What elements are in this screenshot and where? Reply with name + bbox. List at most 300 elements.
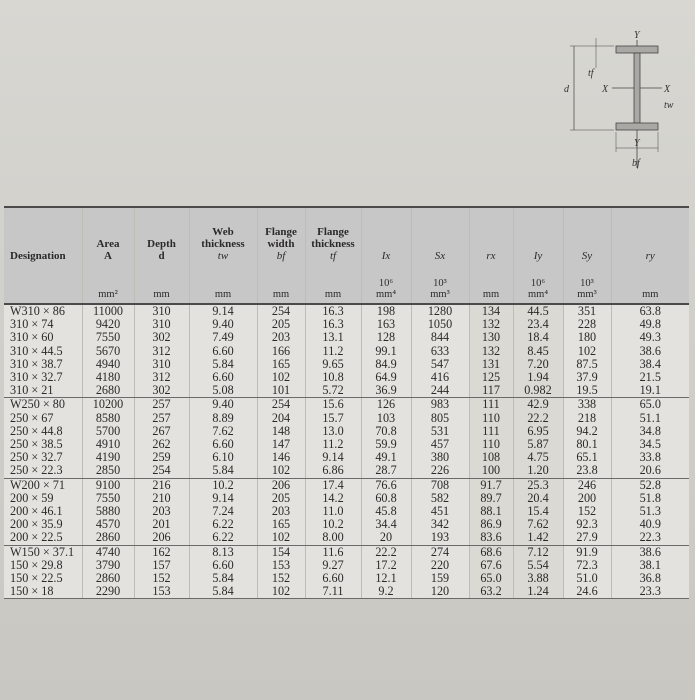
value-cell: 34.5 [611, 438, 689, 451]
value-cell: 38.4 [611, 358, 689, 371]
value-cell: 126 [361, 398, 411, 412]
value-cell: 220 [411, 559, 469, 572]
value-cell: 23.4 [513, 318, 563, 331]
value-cell: 210 [134, 492, 189, 505]
value-cell: 4190 [82, 451, 134, 464]
value-cell: 13.1 [305, 331, 361, 344]
value-cell: 5700 [82, 425, 134, 438]
value-cell: 132 [469, 318, 513, 331]
value-cell: 9.14 [189, 492, 257, 505]
value-cell: 206 [134, 531, 189, 545]
value-cell: 338 [563, 398, 611, 412]
value-cell: 102 [257, 585, 305, 599]
value-cell: 152 [563, 505, 611, 518]
column-header [513, 207, 563, 266]
value-cell: 2290 [82, 585, 134, 599]
value-cell: 5670 [82, 345, 134, 358]
value-cell: 7.62 [513, 518, 563, 531]
value-cell: 52.8 [611, 478, 689, 492]
column-header [257, 207, 305, 266]
value-cell: 4180 [82, 371, 134, 384]
unit-cell [82, 266, 134, 304]
designation-cell: 150 × 29.8 [4, 559, 82, 572]
value-cell: 42.9 [513, 398, 563, 412]
value-cell: 1280 [411, 304, 469, 318]
value-cell: 203 [257, 331, 305, 344]
column-header [305, 207, 361, 266]
designation-cell: 310 × 74 [4, 318, 82, 331]
column-header-text: tf [329, 250, 337, 262]
value-cell: 6.95 [513, 425, 563, 438]
value-cell: 4940 [82, 358, 134, 371]
unit-label: mm⁴ [376, 289, 396, 300]
value-cell: 24.6 [563, 585, 611, 599]
designation-cell: 200 × 46.1 [4, 505, 82, 518]
value-cell: 36.8 [611, 572, 689, 585]
value-cell: 102 [563, 345, 611, 358]
wide-flange-section-diagram [552, 28, 692, 178]
value-cell: 111 [469, 425, 513, 438]
value-cell: 8.89 [189, 412, 257, 425]
value-cell: 13.0 [305, 425, 361, 438]
flange-width-label: bf [632, 158, 640, 169]
value-cell: 166 [257, 345, 305, 358]
table-row [4, 451, 689, 464]
value-cell: 16.3 [305, 318, 361, 331]
value-cell: 6.10 [189, 451, 257, 464]
designation-cell: 310 × 21 [4, 384, 82, 398]
value-cell: 9.65 [305, 358, 361, 371]
value-cell: 274 [411, 545, 469, 559]
column-header-text: d [158, 250, 165, 262]
value-cell: 60.8 [361, 492, 411, 505]
value-cell: 17.4 [305, 478, 361, 492]
value-cell: 6.22 [189, 531, 257, 545]
unit-label: mm [272, 289, 290, 300]
column-header [361, 207, 411, 266]
unit-cell [611, 266, 689, 304]
value-cell: 206 [257, 478, 305, 492]
value-cell: 125 [469, 371, 513, 384]
x-axis-label-left: X [602, 84, 609, 95]
value-cell: 92.3 [563, 518, 611, 531]
designation-cell: W250 × 80 [4, 398, 82, 412]
designation-cell: 250 × 32.7 [4, 451, 82, 464]
unit-label: mm [214, 289, 232, 300]
unit-multiplier: 10³ [433, 278, 447, 289]
column-header [134, 207, 189, 266]
table-row [4, 425, 689, 438]
unit-cell [361, 266, 411, 304]
column-header-text: Ix [381, 250, 391, 262]
value-cell: 6.60 [189, 371, 257, 384]
value-cell: 131 [469, 358, 513, 371]
table-row [4, 412, 689, 425]
value-cell: 4910 [82, 438, 134, 451]
table-row [4, 464, 689, 478]
table-row [4, 358, 689, 371]
y-axis-label-top: Y [634, 30, 640, 41]
unit-cell [513, 266, 563, 304]
unit-label: mm [642, 289, 659, 300]
wide-flange-properties-table [4, 206, 689, 599]
value-cell: 6.60 [305, 572, 361, 585]
value-cell: 5.84 [189, 358, 257, 371]
table-row [4, 572, 689, 585]
column-header [469, 207, 513, 266]
value-cell: 20.6 [611, 464, 689, 478]
value-cell: 162 [134, 545, 189, 559]
value-cell: 22.2 [513, 412, 563, 425]
column-header [563, 207, 611, 266]
designation-cell: 310 × 32.7 [4, 371, 82, 384]
designation-cell: W310 × 86 [4, 304, 82, 318]
value-cell: 7.12 [513, 545, 563, 559]
unit-multiplier: 10³ [580, 278, 594, 289]
value-cell: 10.2 [305, 518, 361, 531]
value-cell: 7.24 [189, 505, 257, 518]
value-cell: 25.3 [513, 478, 563, 492]
table-units-row [4, 266, 689, 304]
value-cell: 5880 [82, 505, 134, 518]
value-cell: 165 [257, 518, 305, 531]
value-cell: 23.8 [563, 464, 611, 478]
column-header [4, 207, 82, 266]
designation-cell: 250 × 38.5 [4, 438, 82, 451]
value-cell: 6.86 [305, 464, 361, 478]
value-cell: 228 [563, 318, 611, 331]
value-cell: 110 [469, 412, 513, 425]
value-cell: 312 [134, 345, 189, 358]
value-cell: 310 [134, 304, 189, 318]
value-cell: 218 [563, 412, 611, 425]
value-cell: 9.14 [189, 304, 257, 318]
column-header-text: ry [645, 250, 655, 262]
value-cell: 2680 [82, 384, 134, 398]
value-cell: 547 [411, 358, 469, 371]
value-cell: 2860 [82, 531, 134, 545]
value-cell: 15.7 [305, 412, 361, 425]
value-cell: 16.3 [305, 304, 361, 318]
value-cell: 51.3 [611, 505, 689, 518]
column-header-text: Sx [434, 250, 446, 262]
flange-thickness-label: tf [588, 68, 594, 79]
unit-cell [411, 266, 469, 304]
value-cell: 582 [411, 492, 469, 505]
value-cell: 130 [469, 331, 513, 344]
value-cell: 40.9 [611, 518, 689, 531]
value-cell: 4740 [82, 545, 134, 559]
value-cell: 19.5 [563, 384, 611, 398]
designation-cell: 310 × 60 [4, 331, 82, 344]
value-cell: 6.60 [189, 345, 257, 358]
value-cell: 7.20 [513, 358, 563, 371]
value-cell: 88.1 [469, 505, 513, 518]
value-cell: 9.40 [189, 318, 257, 331]
value-cell: 63.8 [611, 304, 689, 318]
designation-cell: 150 × 18 [4, 585, 82, 599]
value-cell: 37.9 [563, 371, 611, 384]
unit-multiplier: 10⁶ [378, 278, 394, 289]
value-cell: 15.4 [513, 505, 563, 518]
value-cell: 38.6 [611, 545, 689, 559]
column-header-text: A [104, 250, 112, 262]
value-cell: 91.7 [469, 478, 513, 492]
value-cell: 805 [411, 412, 469, 425]
value-cell: 5.72 [305, 384, 361, 398]
value-cell: 38.6 [611, 345, 689, 358]
value-cell: 310 [134, 358, 189, 371]
value-cell: 4.75 [513, 451, 563, 464]
designation-cell: W150 × 37.1 [4, 545, 82, 559]
value-cell: 7.62 [189, 425, 257, 438]
value-cell: 23.3 [611, 585, 689, 599]
value-cell: 7550 [82, 492, 134, 505]
value-cell: 128 [361, 331, 411, 344]
table-row [4, 531, 689, 545]
column-header-text: Iy [533, 250, 543, 262]
value-cell: 65.0 [611, 398, 689, 412]
value-cell: 87.5 [563, 358, 611, 371]
column-header [611, 207, 689, 266]
value-cell: 11.2 [305, 438, 361, 451]
value-cell: 102 [257, 531, 305, 545]
value-cell: 7.49 [189, 331, 257, 344]
value-cell: 154 [257, 545, 305, 559]
column-header-text: Web [212, 226, 234, 238]
value-cell: 72.3 [563, 559, 611, 572]
value-cell: 8.13 [189, 545, 257, 559]
designation-cell: 200 × 35.9 [4, 518, 82, 531]
value-cell: 7.11 [305, 585, 361, 599]
value-cell: 8580 [82, 412, 134, 425]
value-cell: 36.9 [361, 384, 411, 398]
value-cell: 34.4 [361, 518, 411, 531]
designation-cell: 200 × 22.5 [4, 531, 82, 545]
value-cell: 262 [134, 438, 189, 451]
value-cell: 633 [411, 345, 469, 358]
value-cell: 20.4 [513, 492, 563, 505]
unit-cell [563, 266, 611, 304]
value-cell: 246 [563, 478, 611, 492]
value-cell: 83.6 [469, 531, 513, 545]
value-cell: 152 [257, 572, 305, 585]
column-header-text: Designation [10, 250, 66, 262]
value-cell: 1.42 [513, 531, 563, 545]
value-cell: 165 [257, 358, 305, 371]
value-cell: 28.7 [361, 464, 411, 478]
column-header [82, 207, 134, 266]
value-cell: 64.9 [361, 371, 411, 384]
value-cell: 193 [411, 531, 469, 545]
value-cell: 91.9 [563, 545, 611, 559]
value-cell: 342 [411, 518, 469, 531]
table-header-row [4, 207, 689, 266]
designation-cell: 200 × 59 [4, 492, 82, 505]
table-row [4, 371, 689, 384]
value-cell: 49.1 [361, 451, 411, 464]
table-row [4, 478, 689, 492]
column-header-text: thickness [311, 238, 355, 250]
table-row [4, 545, 689, 559]
value-cell: 59.9 [361, 438, 411, 451]
column-header-text: Sy [581, 250, 593, 262]
value-cell: 9.40 [189, 398, 257, 412]
value-cell: 8.45 [513, 345, 563, 358]
value-cell: 11.0 [305, 505, 361, 518]
value-cell: 254 [257, 304, 305, 318]
value-cell: 216 [134, 478, 189, 492]
value-cell: 201 [134, 518, 189, 531]
column-header [411, 207, 469, 266]
value-cell: 2850 [82, 464, 134, 478]
table-row [4, 331, 689, 344]
unit-cell [469, 266, 513, 304]
value-cell: 94.2 [563, 425, 611, 438]
value-cell: 20 [361, 531, 411, 545]
value-cell: 51.0 [563, 572, 611, 585]
value-cell: 3790 [82, 559, 134, 572]
value-cell: 153 [134, 585, 189, 599]
column-header-text: width [267, 238, 295, 250]
value-cell: 84.9 [361, 358, 411, 371]
i-beam-icon [552, 28, 692, 178]
value-cell: 205 [257, 492, 305, 505]
table-row [4, 518, 689, 531]
column-header-text: tw [217, 250, 229, 262]
value-cell: 45.8 [361, 505, 411, 518]
unit-cell [4, 266, 82, 304]
value-cell: 708 [411, 478, 469, 492]
value-cell: 267 [134, 425, 189, 438]
value-cell: 7550 [82, 331, 134, 344]
value-cell: 27.9 [563, 531, 611, 545]
value-cell: 312 [134, 371, 189, 384]
value-cell: 11.6 [305, 545, 361, 559]
value-cell: 89.7 [469, 492, 513, 505]
column-header [189, 207, 257, 266]
value-cell: 159 [411, 572, 469, 585]
value-cell: 531 [411, 425, 469, 438]
value-cell: 153 [257, 559, 305, 572]
unit-cell [257, 266, 305, 304]
value-cell: 99.1 [361, 345, 411, 358]
value-cell: 2860 [82, 572, 134, 585]
value-cell: 65.0 [469, 572, 513, 585]
value-cell: 310 [134, 318, 189, 331]
value-cell: 10.2 [189, 478, 257, 492]
value-cell: 257 [134, 398, 189, 412]
designation-cell: 310 × 44.5 [4, 345, 82, 358]
value-cell: 1.94 [513, 371, 563, 384]
column-header-text: bf [276, 250, 286, 262]
value-cell: 49.8 [611, 318, 689, 331]
column-header-text: thickness [201, 238, 245, 250]
value-cell: 70.8 [361, 425, 411, 438]
value-cell: 257 [134, 412, 189, 425]
value-cell: 6.60 [189, 438, 257, 451]
value-cell: 11000 [82, 304, 134, 318]
value-cell: 203 [257, 505, 305, 518]
value-cell: 111 [469, 398, 513, 412]
value-cell: 457 [411, 438, 469, 451]
value-cell: 198 [361, 304, 411, 318]
value-cell: 100 [469, 464, 513, 478]
value-cell: 226 [411, 464, 469, 478]
value-cell: 983 [411, 398, 469, 412]
value-cell: 134 [469, 304, 513, 318]
value-cell: 14.2 [305, 492, 361, 505]
value-cell: 416 [411, 371, 469, 384]
value-cell: 110 [469, 438, 513, 451]
table-row [4, 492, 689, 505]
value-cell: 5.84 [189, 585, 257, 599]
value-cell: 4570 [82, 518, 134, 531]
value-cell: 5.84 [189, 464, 257, 478]
value-cell: 10.8 [305, 371, 361, 384]
value-cell: 254 [134, 464, 189, 478]
value-cell: 6.22 [189, 518, 257, 531]
value-cell: 163 [361, 318, 411, 331]
value-cell: 302 [134, 384, 189, 398]
unit-multiplier: 10⁶ [530, 278, 546, 289]
value-cell: 844 [411, 331, 469, 344]
unit-label: mm⁴ [528, 289, 548, 300]
value-cell: 103 [361, 412, 411, 425]
value-cell: 200 [563, 492, 611, 505]
designation-cell: 310 × 38.7 [4, 358, 82, 371]
value-cell: 18.4 [513, 331, 563, 344]
value-cell: 9420 [82, 318, 134, 331]
value-cell: 34.8 [611, 425, 689, 438]
value-cell: 10200 [82, 398, 134, 412]
web-thickness-label: tw [664, 100, 674, 111]
unit-label: mm³ [577, 289, 597, 300]
unit-label: mm [153, 289, 170, 300]
value-cell: 120 [411, 585, 469, 599]
value-cell: 380 [411, 451, 469, 464]
designation-cell: 250 × 22.3 [4, 464, 82, 478]
table-row [4, 559, 689, 572]
unit-label: mm³ [430, 289, 450, 300]
value-cell: 205 [257, 318, 305, 331]
value-cell: 451 [411, 505, 469, 518]
unit-cell [189, 266, 257, 304]
value-cell: 244 [411, 384, 469, 398]
value-cell: 1.24 [513, 585, 563, 599]
value-cell: 0.982 [513, 384, 563, 398]
value-cell: 15.6 [305, 398, 361, 412]
value-cell: 67.6 [469, 559, 513, 572]
value-cell: 5.84 [189, 572, 257, 585]
value-cell: 17.2 [361, 559, 411, 572]
table-row [4, 505, 689, 518]
value-cell: 76.6 [361, 478, 411, 492]
value-cell: 49.3 [611, 331, 689, 344]
value-cell: 8.00 [305, 531, 361, 545]
value-cell: 6.60 [189, 559, 257, 572]
value-cell: 302 [134, 331, 189, 344]
table-row [4, 384, 689, 398]
value-cell: 65.1 [563, 451, 611, 464]
value-cell: 5.87 [513, 438, 563, 451]
unit-label: mm² [98, 289, 118, 300]
value-cell: 51.8 [611, 492, 689, 505]
unit-cell [305, 266, 361, 304]
value-cell: 63.2 [469, 585, 513, 599]
value-cell: 86.9 [469, 518, 513, 531]
x-axis-label-right: X [664, 84, 671, 95]
